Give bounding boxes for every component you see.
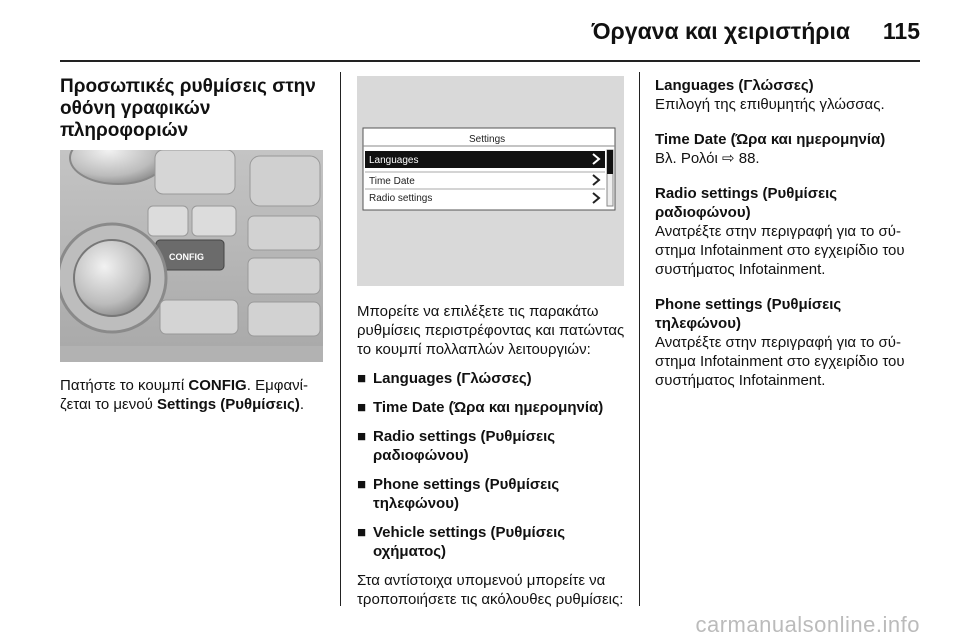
config-button-label: CONFIG <box>169 252 204 262</box>
list-item: ■ Languages (Γλώσσες) <box>357 370 532 387</box>
list-item: ■ Phone settings (Ρυθμίσεις τηλεφώνου) <box>357 476 560 512</box>
definition-languages: Languages (Γλώσσες) Επιλογή της επιθυμητής γλώσσας. <box>655 77 885 113</box>
list-item: ■ Vehicle settings (Ρυθμίσεις οχήματος) <box>357 524 566 560</box>
list-item: ■ Radio settings (Ρυθμίσεις ραδιοφώνου) <box>357 428 556 464</box>
list-item: ■ Time Date (Ώρα και ημερομηνία) <box>357 399 604 416</box>
intro-paragraph: Μπορείτε να επιλέξετε τις παρακάτω ρυθμίσεις περιστρέφοντας και πατώντας το κουμπί πολλαπλών λειτουργιών: <box>357 303 625 358</box>
header-rule <box>60 60 920 62</box>
screen-scrollbar-thumb <box>607 150 613 174</box>
column-divider-1 <box>340 72 341 606</box>
config-button-photo <box>60 150 323 362</box>
column-2 <box>357 76 625 609</box>
definition-phone-settings: Phone settings (Ρυθμίσεις τηλεφώνου) Ανατρέξτε στην περιγραφή για το σύστημα Infotainment στο εγχειρίδιο του συστήματος Infotainment. <box>655 296 905 389</box>
page-number: 115 <box>882 18 920 44</box>
definition-radio-settings: Radio settings (Ρυθμίσεις ραδιοφώνου) Ανατρέξτε στην περιγραφή για το σύστημα Infotainment στο εγχειρίδιο του συστήματος Infotainment. <box>655 185 905 278</box>
column-3 <box>655 76 925 406</box>
column-divider-2 <box>639 72 640 606</box>
screen-title: Settings <box>469 134 506 145</box>
settings-screen-illustration <box>357 76 624 286</box>
watermark: carmanualsonline.info <box>695 612 920 637</box>
outro-paragraph: Στα αντίστοιχα υπομενού μπορείτε να τροποποιήσετε τις ακόλουθες ρυθμίσεις: <box>357 572 624 608</box>
settings-options-list <box>357 369 625 561</box>
screen-item-time-date[interactable]: Time Date <box>369 176 415 187</box>
section-heading: Προσωπικές ρυθμίσεις στην οθόνη γραφικών πληροφοριών <box>60 76 316 141</box>
definition-time-date: Time Date (Ώρα και ημερομηνία) Βλ. Ρολόι ⇨ 88. <box>655 131 886 167</box>
header-title: Όργανα και χειριστήρια <box>591 18 850 44</box>
screen-item-languages[interactable]: Languages <box>369 155 419 166</box>
screen-item-radio-settings[interactable]: Radio settings <box>369 193 433 204</box>
column-1 <box>60 76 326 414</box>
instruction-paragraph: Πατήστε το κουμπί CONFIG. Εμφανίζεται το μενού Settings (Ρυθμίσεις). <box>60 377 308 413</box>
